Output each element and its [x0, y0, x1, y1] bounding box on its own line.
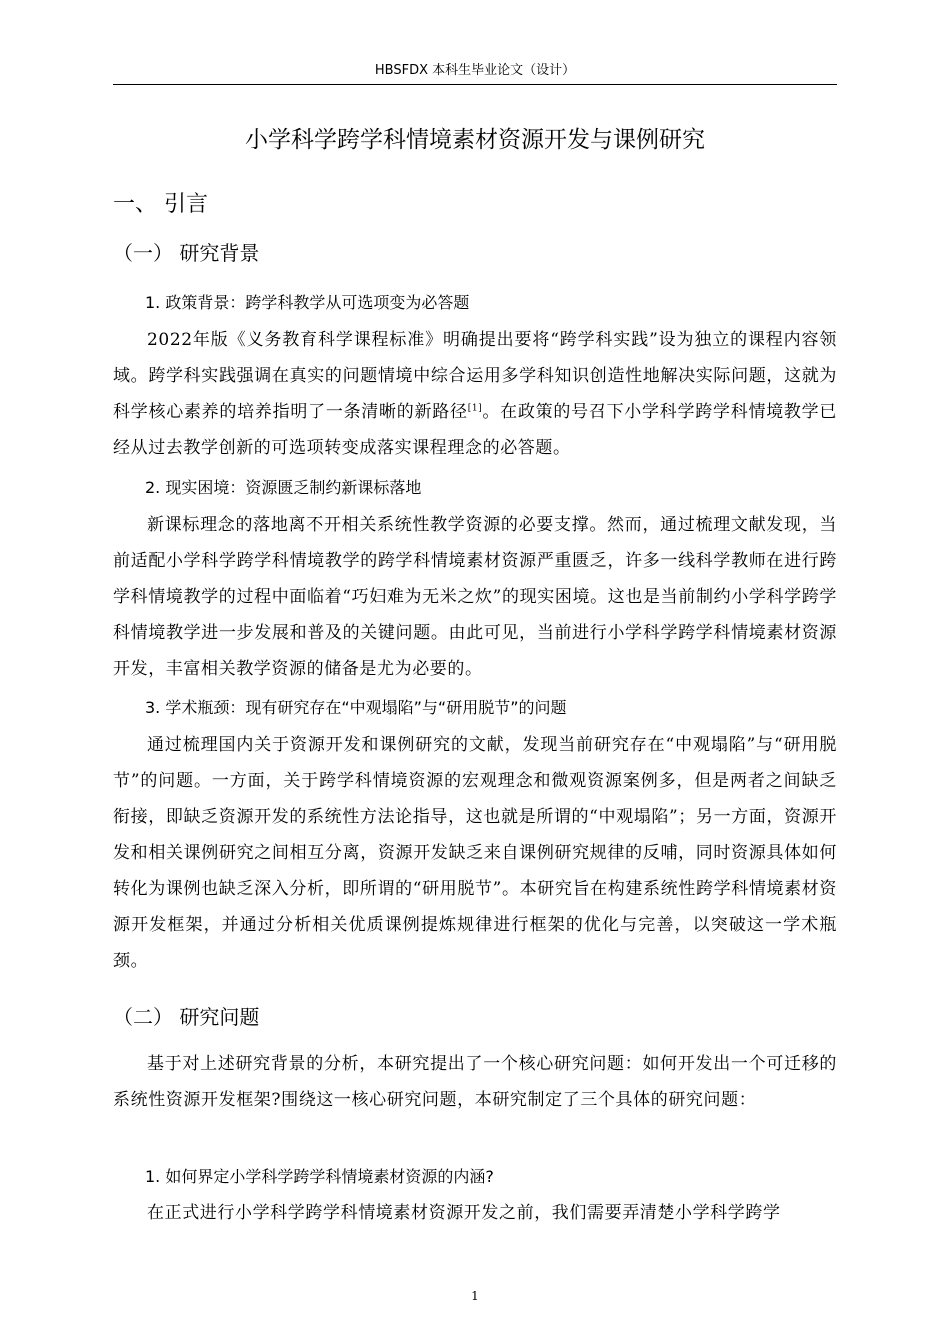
- paragraph-questions: 基于对上述研究背景的分析，本研究提出了一个核心研究问题：如何开发出一个可迁移的系统性资源开发框架?围绕这一核心研究问题，本研究制定了三个具体的研究问题：: [113, 1054, 837, 1110]
- paragraph-dilemma: 新课标理念的落地离不开相关系统性教学资源的必要支撑。然而，通过梳理文献发现，当前适配小学科学跨学科情境教学的跨学科情境素材资源严重匮乏，许多一线科学教师在进行跨学科情境教学的过程中面临着“巧妇难为无米之炊”的现实困境。这也是当前制约小学科学跨学科情境教学进一步发展和普及的关键问题。由此可见，当前进行小学科学跨学科情境素材资源开发，丰富相关教学资源的储备是尤为必要的。: [113, 515, 837, 679]
- item-heading-academic: 3. 学术瓶颈：现有研究存在“中观塌陷”与“研用脱节”的问题: [145, 698, 567, 717]
- document-title: 小学科学跨学科情境素材资源开发与课例研究: [245, 127, 705, 153]
- subsection-heading-background: （一） 研究背景: [113, 241, 260, 265]
- citation-ref: [1]: [467, 403, 483, 414]
- subsection-heading-questions: （二） 研究问题: [113, 1005, 260, 1029]
- paragraph-question-1: 在正式进行小学科学跨学科情境素材资源开发之前，我们需要弄清楚小学科学跨学: [147, 1203, 781, 1223]
- paragraph-text: 。在政策的号召下小学科学跨学科情境教学已经从过去教学创新的可选项转变成落实课程理念的必答题。: [113, 402, 837, 458]
- running-header: HBSFDX 本科生毕业论文（设计）: [374, 63, 576, 78]
- item-heading-question-1: 1. 如何界定小学科学跨学科情境素材资源的内涵?: [145, 1167, 494, 1186]
- section-heading-introduction: 一、 引言: [113, 192, 208, 217]
- item-heading-dilemma: 2. 现实困境：资源匮乏制约新课标落地: [145, 478, 422, 497]
- paragraph-policy: [113, 322, 837, 466]
- header-rule: [113, 84, 837, 85]
- page-number: 1: [471, 1289, 479, 1303]
- paragraph-text: 2022年版《义务教育科学课程标准》明确提出要将“跨学科实践”设为独立的课程内容领域。跨学科实践强调在真实的问题情境中综合运用多学科知识创造性地解决实际问题，这就为科学核心素养的培养指明了一条清晰的新路径: [113, 330, 837, 422]
- item-heading-policy: 1. 政策背景：跨学科教学从可选项变为必答题: [145, 293, 470, 312]
- paragraph-academic: 通过梳理国内关于资源开发和课例研究的文献，发现当前研究存在“中观塌陷”与“研用脱节”的问题。一方面，关于跨学科情境资源的宏观理念和微观资源案例多，但是两者之间缺乏衔接，即缺乏资源开发的系统性方法论指导，这也就是所谓的“中观塌陷”；另一方面，资源开发和相关课例研究之间相互分离，资源开发缺乏来自课例研究规律的反哺，同时资源具体如何转化为课例也缺乏深入分析，即所谓的“研用脱节”。本研究旨在构建系统性跨学科情境素材资源开发框架，并通过分析相关优质课例提炼规律进行框架的优化与完善，以突破这一学术瓶颈。: [113, 735, 837, 971]
